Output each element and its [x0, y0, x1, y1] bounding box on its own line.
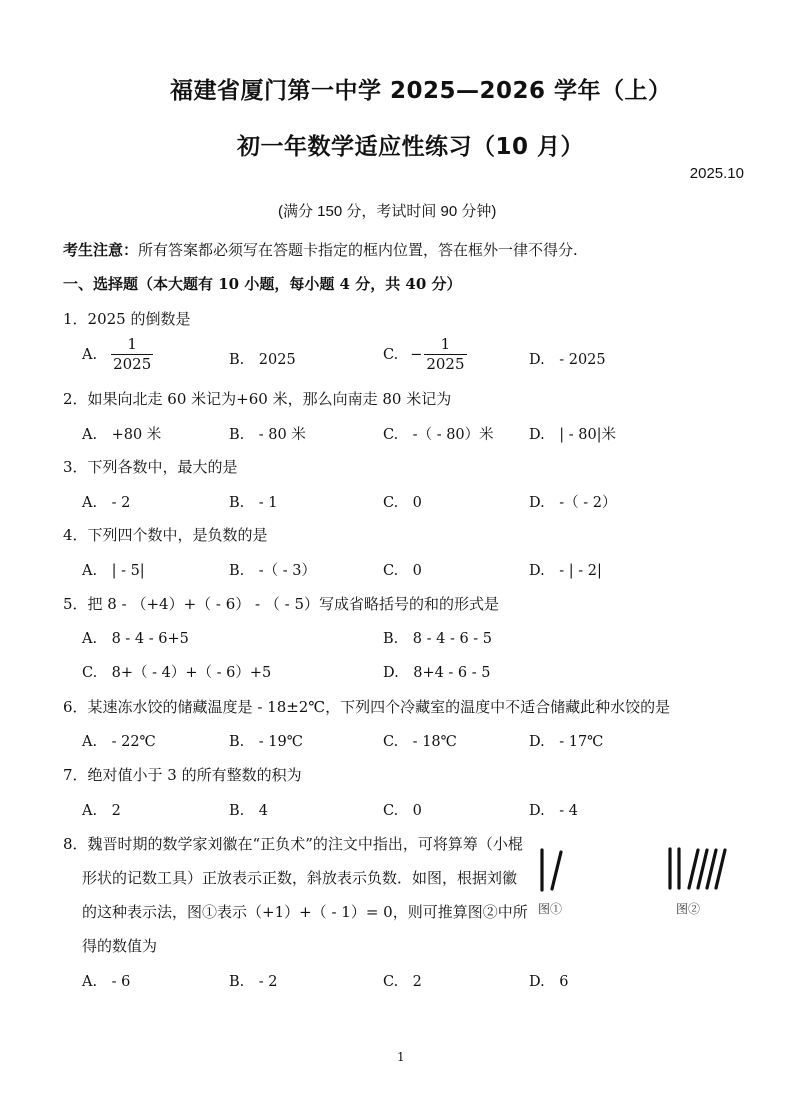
option-d[interactable]: D. - 17℃: [529, 734, 604, 750]
slanted-rod: [707, 850, 716, 888]
option-d[interactable]: D. - | - 2|: [529, 563, 602, 579]
option-b[interactable]: B. 8 - 4 - 6 - 5: [383, 631, 493, 647]
option-b[interactable]: B. 4: [229, 803, 268, 819]
option-c[interactable]: C. 0: [383, 495, 422, 511]
option-d[interactable]: D. | - 80|米: [529, 427, 617, 443]
fraction-denominator: 2025: [426, 355, 465, 373]
option-d[interactable]: D. 8+4 - 6 - 5: [383, 665, 491, 681]
option-c[interactable]: C. -（ - 80）米: [383, 427, 494, 443]
fraction-numerator: 1: [127, 335, 137, 353]
option-d[interactable]: D. -（ - 2）: [529, 495, 617, 511]
option-b[interactable]: B. -（ - 3）: [229, 563, 317, 579]
question-stem: 4．下列四个数中，是负数的是: [63, 526, 268, 544]
fraction: [111, 336, 153, 373]
figure-1-label: 图①: [538, 902, 563, 916]
slanted-rod: [552, 852, 561, 889]
slanted-rod: [689, 850, 698, 888]
option-c[interactable]: [383, 336, 467, 373]
option-c[interactable]: C. 8+（ - 4）+（ - 6）+5: [82, 665, 272, 681]
option-b[interactable]: B. - 19℃: [229, 734, 303, 750]
notice-label: 考生注意：: [63, 241, 139, 259]
minus-sign: −: [410, 346, 423, 363]
slanted-rod: [698, 850, 707, 888]
question-stem-line4: 得的数值为: [82, 937, 158, 955]
exam-date: 2025.10: [689, 165, 744, 182]
option-a[interactable]: [82, 336, 153, 373]
question-stem-line1: 8．魏晋时期的数学家刘徽在“正负术”的注文中指出，可将算筹（小棍: [63, 835, 523, 853]
question-stem: 1．2025 的倒数是: [63, 310, 191, 328]
option-a[interactable]: A. 2: [82, 803, 121, 819]
option-c[interactable]: C. 2: [383, 974, 422, 990]
option-d[interactable]: D. - 4: [529, 803, 578, 819]
section-heading: 一、选择题（本大题有 10 小题，每小题 4 分，共 40 分）: [63, 275, 462, 293]
option-a[interactable]: A. +80 米: [82, 427, 162, 443]
question-stem: 6．某速冻水饺的储藏温度是 - 18±2℃，下列四个冷藏室的温度中不适合储藏此种水饺的是: [63, 698, 671, 716]
option-b[interactable]: B. - 1: [229, 495, 278, 511]
exam-title: 福建省厦门第一中学 2025—2026 学年（上）: [170, 78, 672, 104]
exam-subtitle: 初一年数学适应性练习（10 月）: [237, 134, 585, 160]
question-stem: 5．把 8 - （+4）+（ - 6） - （ - 5）写成省略括号的和的形式是: [63, 595, 500, 613]
fraction-numerator: 1: [440, 335, 451, 353]
score-time-info: (满分 150 分，考试时间 90 分钟): [278, 203, 497, 220]
figure-1-counting-rods: [534, 846, 574, 894]
option-letter: C.: [383, 346, 399, 363]
notice: [63, 239, 578, 260]
option-c[interactable]: C. - 18℃: [383, 734, 457, 750]
question-stem-line2: 形状的记数工具）正放表示正数，斜放表示负数．如图，根据刘徽: [82, 869, 518, 887]
option-d[interactable]: D. - 2025: [529, 352, 606, 368]
option-a[interactable]: A. 8 - 4 - 6+5: [82, 631, 189, 647]
option-b[interactable]: B. - 80 米: [229, 427, 306, 443]
page-number: 1: [397, 1050, 405, 1064]
option-b[interactable]: B. 2025: [229, 352, 296, 368]
option-a[interactable]: A. - 2: [82, 495, 131, 511]
notice-text: 所有答案都必须写在答题卡指定的框内位置，答在框外一律不得分.: [138, 241, 578, 259]
option-c[interactable]: C. 0: [383, 803, 422, 819]
option-a[interactable]: A. | - 5|: [82, 563, 145, 579]
question-stem: 3．下列各数中，最大的是: [63, 458, 238, 476]
option-b[interactable]: B. - 2: [229, 974, 278, 990]
option-a[interactable]: A. - 22℃: [82, 734, 156, 750]
fraction-denominator: 2025: [113, 355, 152, 373]
figure-2-counting-rods: [662, 844, 736, 894]
option-c[interactable]: C. 0: [383, 563, 422, 579]
question-stem-line3: 的这种表示法，图①表示（+1）+（ - 1）= 0，则可推算图②中所: [82, 903, 528, 921]
question-stem: 7．绝对值小于 3 的所有整数的积为: [63, 766, 302, 784]
slanted-rod: [716, 850, 725, 888]
fraction: [424, 336, 466, 373]
option-a[interactable]: A. - 6: [82, 974, 131, 990]
question-stem: 2．如果向北走 60 米记为+60 米，那么向南走 80 米记为: [63, 390, 452, 408]
figure-2-label: 图②: [676, 902, 701, 916]
option-d[interactable]: D. 6: [529, 974, 569, 990]
option-letter: A.: [82, 346, 98, 363]
